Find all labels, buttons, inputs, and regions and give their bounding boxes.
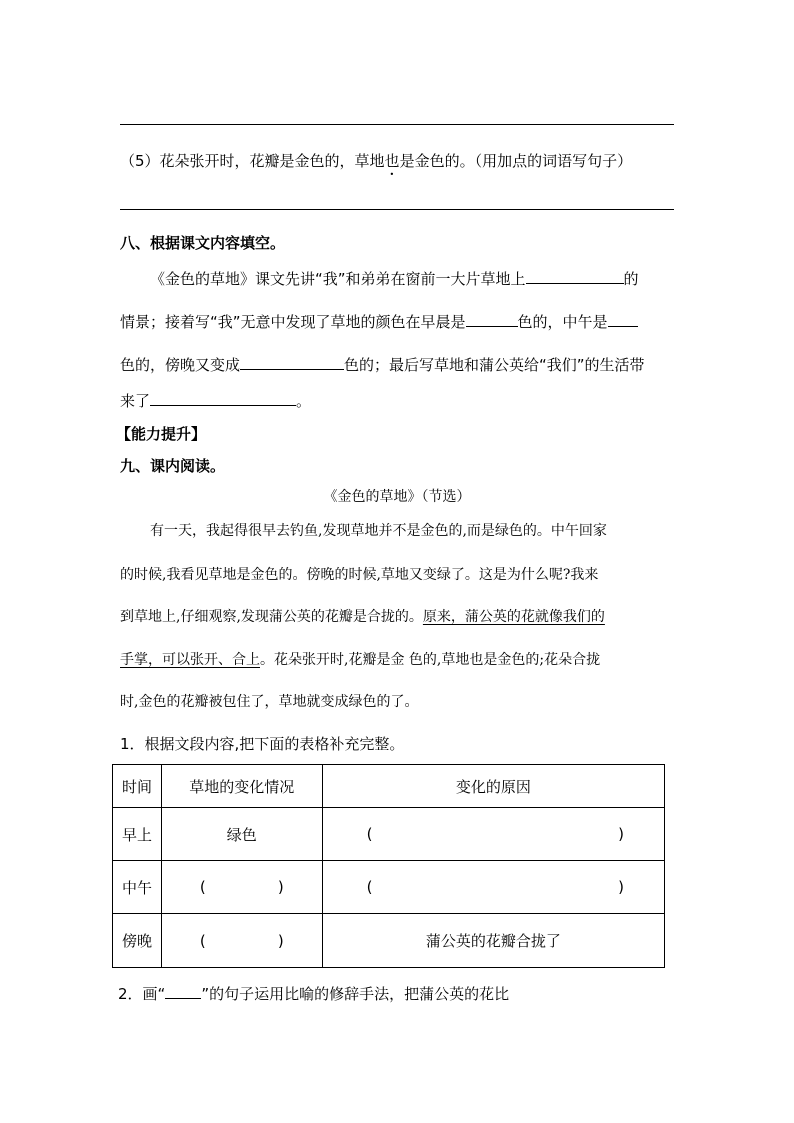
question-2: 2．画“ ”的句子运用比喻的修辞手法，把蒲公英的花比	[118, 985, 510, 1003]
passage-line-5: 时,金色的花瓣被包住了，草地就变成绿色的了。	[120, 694, 419, 710]
underline-sample	[165, 983, 201, 999]
section-8-line-4: 来了 。	[120, 392, 312, 410]
section-8-line-2: 情景；接着写“我”无意中发现了草地的颜色在早晨是 色的，中午是	[120, 311, 674, 332]
fill-blank-1[interactable]	[526, 268, 624, 284]
fill-blank-3[interactable]	[608, 311, 638, 327]
passage-title: 《金色的草地》（节选）	[323, 489, 471, 505]
passage-line-2: 的时候,我看见草地是金色的。傍晚的时候,草地又变绿了。这是为什么呢?我来	[120, 567, 599, 583]
answer-line-q5[interactable]	[120, 209, 674, 210]
table-row	[113, 861, 665, 914]
section-8-line-3: 色的，傍晚又变成 色的；最后写草地和蒲公英给“我们”的生活带	[120, 356, 645, 374]
row-reason-blank[interactable]: ( )	[322, 808, 664, 861]
question-5	[120, 150, 674, 179]
passage-line-4: 手掌，可以张开、合上。花朵张开时,花瓣是金 色的,草地也是金色的;花朵合拢	[120, 652, 601, 668]
table-header-row	[113, 765, 665, 808]
section-8-line-1: 《金色的草地》课文先讲“我”和弟弟在窗前一大片草地上 的	[150, 270, 639, 288]
simile-sentence-part-1: 原来，蒲公英的花就像我们的	[422, 609, 605, 625]
header-reason: 变化的原因	[322, 765, 664, 808]
q5-prefix: （5）花朵张开时，花瓣是金色的，草地	[120, 152, 385, 170]
row-change-blank[interactable]: ( )	[161, 861, 322, 914]
question-1: 1．根据文段内容,把下面的表格补充完整。	[120, 735, 405, 753]
q5-emphasized-word: 也	[384, 152, 400, 170]
row-time: 中午	[113, 861, 162, 914]
simile-sentence-part-2: 手掌，可以张开、合上	[120, 652, 260, 668]
fill-blank-2[interactable]	[466, 311, 518, 327]
table-row	[113, 914, 665, 968]
answer-table	[112, 764, 665, 968]
row-change: 绿色	[161, 808, 322, 861]
row-reason: 蒲公英的花瓣合拢了	[322, 914, 664, 968]
header-change: 草地的变化情况	[161, 765, 322, 808]
passage-line-3: 到草地上,仔细观察,发现蒲公英的花瓣是合拢的。原来，蒲公英的花就像我们的	[120, 609, 605, 625]
ability-heading: 【能力提升】	[116, 425, 207, 443]
passage-line-1: 有一天，我起得很早去钓鱼,发现草地并不是金色的,而是绿色的。中午回家	[150, 523, 607, 539]
table-row	[113, 808, 665, 861]
section-8-heading: 八、根据课文内容填空。	[120, 234, 286, 252]
fill-blank-4[interactable]	[240, 354, 344, 370]
row-time: 傍晚	[113, 914, 162, 968]
row-time: 早上	[113, 808, 162, 861]
section-9-heading: 九、课内阅读。	[120, 457, 226, 475]
row-reason-blank[interactable]: ( )	[322, 861, 664, 914]
row-change-blank[interactable]: ( )	[161, 914, 322, 968]
header-time: 时间	[113, 765, 162, 808]
answer-line-top	[120, 124, 674, 125]
fill-blank-5[interactable]	[150, 390, 296, 406]
q5-middle: 是金色的。（用加点的词语写句子）	[399, 152, 633, 170]
